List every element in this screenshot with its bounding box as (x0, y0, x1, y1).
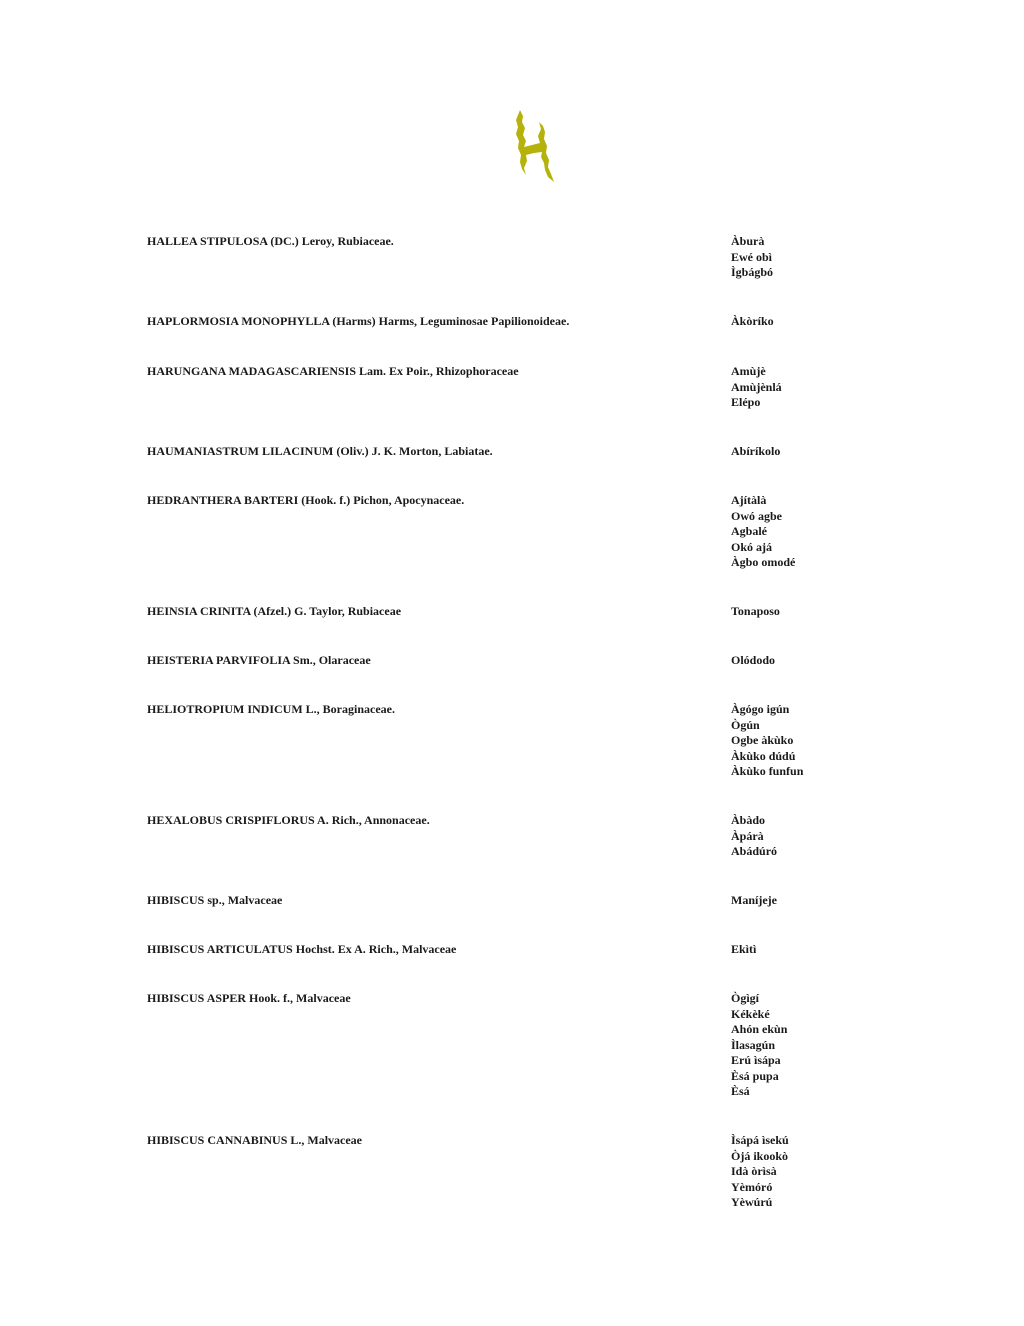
common-names (731, 1133, 1011, 1211)
common-name: Abíríkolo (731, 444, 781, 458)
species-name: HIBISCUS ARTICULATUS Hochst. Ex A. Rich., Malvaceae (147, 942, 457, 956)
common-name: Agbalé (731, 524, 767, 538)
common-names (731, 653, 1011, 669)
common-names (731, 234, 1011, 281)
common-name: Ìlasagún (731, 1037, 776, 1052)
common-name: Amùjènlá (731, 379, 782, 394)
species-name: HAUMANIASTRUM LILACINUM (Oliv.) J. K. Morton, Labiatae. (147, 444, 493, 458)
common-name: Èsá (731, 1084, 750, 1098)
common-name: Okó ajá (731, 539, 773, 554)
species-name: HIBISCUS ASPER Hook. f., Malvaceae (147, 991, 351, 1005)
species-name: HIBISCUS sp., Malvaceae (147, 893, 283, 907)
common-name: Maníjeje (731, 893, 777, 907)
common-names (731, 444, 1011, 460)
common-name: Erú ìsápa (731, 1053, 781, 1067)
common-name: Ogbe àkùko (731, 733, 794, 747)
common-name: Ajítàlà (731, 493, 767, 507)
common-name: Èsá pupa (731, 1068, 779, 1083)
common-name: Àkùko funfun (731, 764, 804, 778)
species-name: HALLEA STIPULOSA (DC.) Leroy, Rubiaceae. (147, 234, 394, 248)
common-name: Ìgbágbó (731, 265, 774, 279)
common-name: Yèmóró (731, 1179, 773, 1194)
common-name: Ewé obì (731, 249, 773, 264)
species-name: HIBISCUS CANNABINUS L., Malvaceae (147, 1133, 363, 1147)
common-name: Olódodo (731, 653, 776, 667)
common-names (731, 991, 1011, 1100)
common-name: Yèwúrú (731, 1195, 773, 1209)
section-letter-h-icon (510, 108, 558, 186)
common-names (731, 893, 1011, 909)
common-name: Àkòríko (731, 314, 774, 328)
common-names (731, 604, 1011, 620)
species-name: HELIOTROPIUM INDICUM L., Boraginaceae. (147, 702, 395, 716)
common-name: Òjá ikookò (731, 1148, 789, 1163)
common-name: Tonaposo (731, 604, 780, 618)
common-name: Kékèké (731, 1006, 770, 1021)
species-name: HEINSIA CRINITA (Afzel.) G. Taylor, Rubiaceae (147, 604, 402, 618)
common-name: Àkùko dúdú (731, 748, 796, 763)
species-name: HEDRANTHERA BARTERI (Hook. f.) Pichon, Apocynaceae. (147, 493, 465, 507)
common-name: Abádúró (731, 844, 778, 858)
common-name: Àpárà (731, 828, 764, 843)
common-names (731, 364, 1011, 411)
species-name: HEISTERIA PARVIFOLIA Sm., Olaraceae (147, 653, 371, 667)
common-name: Àburà (731, 234, 765, 248)
common-name: Ògìgí (731, 991, 760, 1005)
common-names (731, 942, 1011, 958)
common-name: Àgbo omodé (731, 555, 796, 569)
common-names (731, 493, 1011, 571)
common-name: Àgógo igún (731, 702, 790, 716)
common-name: Amùjè (731, 364, 766, 378)
common-name: Elépo (731, 395, 761, 409)
common-name: Idà òrìsà (731, 1164, 777, 1178)
common-names (731, 702, 1011, 780)
common-name: Owó agbe (731, 508, 782, 523)
species-name: HEXALOBUS CRISPIFLORUS A. Rich., Annonaceae. (147, 813, 430, 827)
common-name: Ahón ekùn (731, 1022, 788, 1036)
species-name: HARUNGANA MADAGASCARIENSIS Lam. Ex Poir., Rhizophoraceae (147, 364, 519, 378)
common-names (731, 314, 1011, 330)
common-name: Ekìtì (731, 942, 757, 956)
common-name: Àbàdo (731, 813, 766, 827)
common-names (731, 813, 1011, 860)
common-name: Ìsápá ìsekú (731, 1133, 789, 1147)
species-name: HAPLORMOSIA MONOPHYLLA (Harms) Harms, Leguminosae Papilionoideae. (147, 314, 570, 328)
common-name: Ògún (731, 717, 760, 732)
